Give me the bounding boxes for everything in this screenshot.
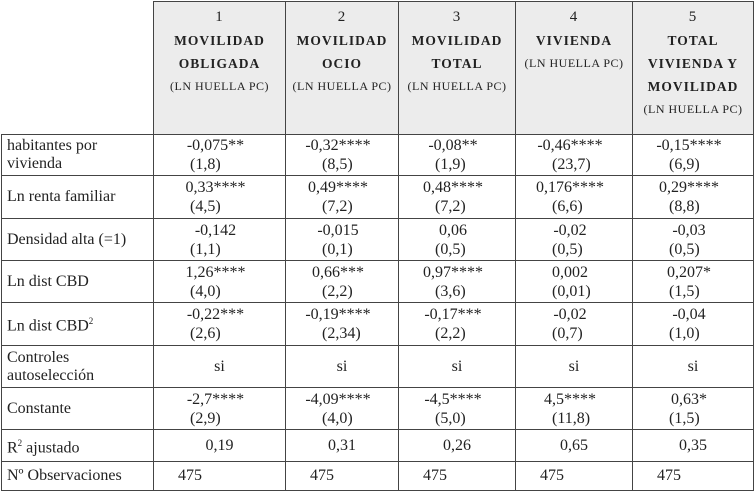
table-cell xyxy=(286,176,399,219)
row-label: Controles autoselección xyxy=(2,346,154,388)
col-title-line: MOVILIDAD xyxy=(174,33,265,48)
col-header-1 xyxy=(154,2,286,135)
table-row xyxy=(2,261,754,303)
r2-value: 0,35 xyxy=(633,430,754,462)
t-stat: (1,0) xyxy=(669,325,700,342)
table-cell xyxy=(286,219,399,261)
col-title-line: OCIO xyxy=(321,56,362,71)
col-title-line: MOVILIDAD xyxy=(411,33,503,48)
header-row xyxy=(2,2,754,135)
coef-value: 0,33**** xyxy=(185,179,246,196)
r2-value: 0,19 xyxy=(154,430,286,462)
coef-value: 1,26**** xyxy=(185,263,246,281)
coef-value: -0,015 xyxy=(317,221,359,239)
table-cell xyxy=(399,303,516,346)
col-header-5 xyxy=(633,2,754,135)
t-stat: (1,8) xyxy=(190,156,221,173)
table-cell xyxy=(286,388,399,430)
coef-value: 0,29**** xyxy=(659,179,719,196)
col-header-3 xyxy=(399,2,516,135)
table-cell xyxy=(154,219,286,261)
table-cell xyxy=(154,388,286,430)
coef-value: -0,142 xyxy=(194,221,237,239)
coef-value: 0,66*** xyxy=(312,263,364,281)
r2-value: 0,26 xyxy=(399,430,516,462)
t-stat: (7,2) xyxy=(435,198,466,215)
coef-value: 0,207* xyxy=(667,263,711,281)
t-stat: (3,6) xyxy=(435,282,466,300)
table-cell xyxy=(633,135,754,176)
table-cell xyxy=(286,135,399,176)
t-stat: (0,5) xyxy=(552,240,583,258)
t-stat: (1,5) xyxy=(669,282,700,300)
r2-label-superscript: 2 xyxy=(17,437,23,448)
row-label: habitantes por vivienda xyxy=(2,135,154,176)
controls-value: si xyxy=(516,346,633,388)
col-unit: (LN HUELLA PC) xyxy=(643,102,743,116)
obs-value: 475 xyxy=(516,462,633,491)
coef-value: -0,04 xyxy=(672,306,706,323)
t-stat: (5,0) xyxy=(435,409,466,427)
table-cell xyxy=(399,388,516,430)
table-cell xyxy=(516,176,633,219)
t-stat: (2,6) xyxy=(190,325,221,342)
coef-value: -0,32**** xyxy=(305,137,371,154)
r2-label-suffix: ajustado xyxy=(22,439,80,457)
table-row xyxy=(2,135,754,176)
coef-value: 4,5**** xyxy=(544,390,596,408)
row-label: Ln renta familiar xyxy=(2,176,154,219)
coef-value: -0,03 xyxy=(672,221,706,239)
row-label-superscript: 2 xyxy=(88,316,94,327)
r2-value: 0,31 xyxy=(286,430,399,462)
table-cell xyxy=(516,303,633,346)
controls-value: si xyxy=(399,346,516,388)
col-unit: (LN HUELLA PC) xyxy=(292,79,392,93)
obs-value: 475 xyxy=(154,462,286,491)
coef-value: -2,7**** xyxy=(186,390,245,408)
row-label-text: Ln dist CBD xyxy=(7,317,89,335)
controls-value: si xyxy=(633,346,754,388)
table-cell xyxy=(154,135,286,176)
coef-value: 0,97**** xyxy=(423,263,483,281)
coef-value: 0,49**** xyxy=(308,179,368,196)
col-title-line: VIVIENDA xyxy=(535,33,613,48)
coef-value: -0,19**** xyxy=(305,306,371,323)
table-cell xyxy=(154,261,286,303)
coef-value: -0,02 xyxy=(553,221,587,239)
col-number: 5 xyxy=(688,9,698,25)
table-cell xyxy=(633,219,754,261)
t-stat: (4,0) xyxy=(322,409,353,427)
t-stat: (0,5) xyxy=(669,240,700,258)
col-title-line: OBLIGADA xyxy=(178,56,261,71)
coef-value: -4,09**** xyxy=(305,390,371,408)
coef-value: 0,06 xyxy=(439,221,467,239)
col-unit: (LN HUELLA PC) xyxy=(524,56,624,70)
t-stat: (8,5) xyxy=(322,156,353,173)
table-cell xyxy=(633,303,754,346)
col-header-2 xyxy=(286,2,399,135)
row-label: Constante xyxy=(2,388,154,430)
table-cell xyxy=(399,219,516,261)
coef-value: 0,002 xyxy=(552,263,588,281)
table-cell xyxy=(633,176,754,219)
t-stat: (2,2) xyxy=(322,282,353,300)
table-cell xyxy=(154,303,286,346)
row-label xyxy=(2,303,154,346)
header-corner xyxy=(2,2,154,135)
table-cell xyxy=(633,261,754,303)
coef-value: 0,176**** xyxy=(536,179,604,196)
t-stat: (2,9) xyxy=(190,409,221,427)
col-title-line: MOVILIDAD xyxy=(647,79,739,94)
t-stat: (1,9) xyxy=(435,156,466,173)
row-label: Nº Observaciones xyxy=(2,462,154,491)
t-stat: (7,2) xyxy=(322,198,353,215)
r2-value: 0,65 xyxy=(516,430,633,462)
t-stat: (1,1) xyxy=(190,240,221,258)
table-cell xyxy=(399,176,516,219)
coef-value: -0,02 xyxy=(553,306,587,323)
table-cell xyxy=(516,135,633,176)
coef-value: -0,22*** xyxy=(186,306,245,323)
t-stat: (8,8) xyxy=(669,198,700,215)
col-number: 4 xyxy=(569,9,579,25)
coef-value: -0,15**** xyxy=(656,137,722,154)
t-stat: (1,5) xyxy=(669,409,700,427)
row-label: Densidad alta (=1) xyxy=(2,219,154,261)
r2-row xyxy=(2,430,754,462)
controls-row xyxy=(2,346,754,388)
table-cell xyxy=(516,261,633,303)
t-stat: (0,1) xyxy=(322,240,353,258)
t-stat: (4,5) xyxy=(190,198,221,215)
coef-value: -0,17*** xyxy=(424,306,482,323)
t-stat: (23,7) xyxy=(552,156,591,173)
coef-value: 0,48**** xyxy=(423,179,483,196)
table-row xyxy=(2,303,754,346)
obs-row xyxy=(2,462,754,491)
obs-value: 475 xyxy=(399,462,516,491)
r2-label-prefix: R xyxy=(7,439,18,457)
coef-value: -0,075** xyxy=(186,137,245,154)
controls-value: si xyxy=(154,346,286,388)
col-title-line: VIVIENDA Y xyxy=(647,56,739,71)
col-title-line: TOTAL xyxy=(667,33,719,48)
row-label: Ln dist CBD xyxy=(2,261,154,303)
t-stat: (0,7) xyxy=(552,325,583,342)
table-row xyxy=(2,219,754,261)
table-cell xyxy=(286,261,399,303)
obs-value: 475 xyxy=(286,462,399,491)
t-stat: (6,6) xyxy=(552,198,583,215)
table-cell xyxy=(399,135,516,176)
table-cell xyxy=(516,388,633,430)
row-label xyxy=(2,430,154,462)
table-cell xyxy=(633,388,754,430)
coef-value: -0,08** xyxy=(428,137,478,154)
col-header-4 xyxy=(516,2,633,135)
t-stat: (0,5) xyxy=(435,240,466,258)
table-row xyxy=(2,176,754,219)
col-number: 1 xyxy=(215,9,224,25)
table-cell xyxy=(154,176,286,219)
table-cell xyxy=(286,303,399,346)
col-title-line: MOVILIDAD xyxy=(296,33,388,48)
regression-table xyxy=(1,1,754,491)
t-stat: (4,0) xyxy=(190,282,221,300)
coef-value: -4,5**** xyxy=(424,390,482,408)
constant-row xyxy=(2,388,754,430)
coef-value: 0,63* xyxy=(671,390,707,408)
col-number: 2 xyxy=(337,9,347,25)
col-number: 3 xyxy=(452,9,462,25)
t-stat: (0,01) xyxy=(552,282,591,300)
col-unit: (LN HUELLA PC) xyxy=(170,79,269,93)
coef-value: -0,46**** xyxy=(537,137,603,154)
table-cell xyxy=(516,219,633,261)
t-stat: (11,8) xyxy=(552,409,591,427)
col-title-line: TOTAL xyxy=(431,56,483,71)
table-cell xyxy=(399,261,516,303)
obs-value: 475 xyxy=(633,462,754,491)
t-stat: (6,9) xyxy=(669,156,700,173)
col-unit: (LN HUELLA PC) xyxy=(407,79,507,93)
t-stat: (2,2) xyxy=(435,325,466,342)
controls-value: si xyxy=(286,346,399,388)
t-stat: (2,34) xyxy=(322,325,361,342)
